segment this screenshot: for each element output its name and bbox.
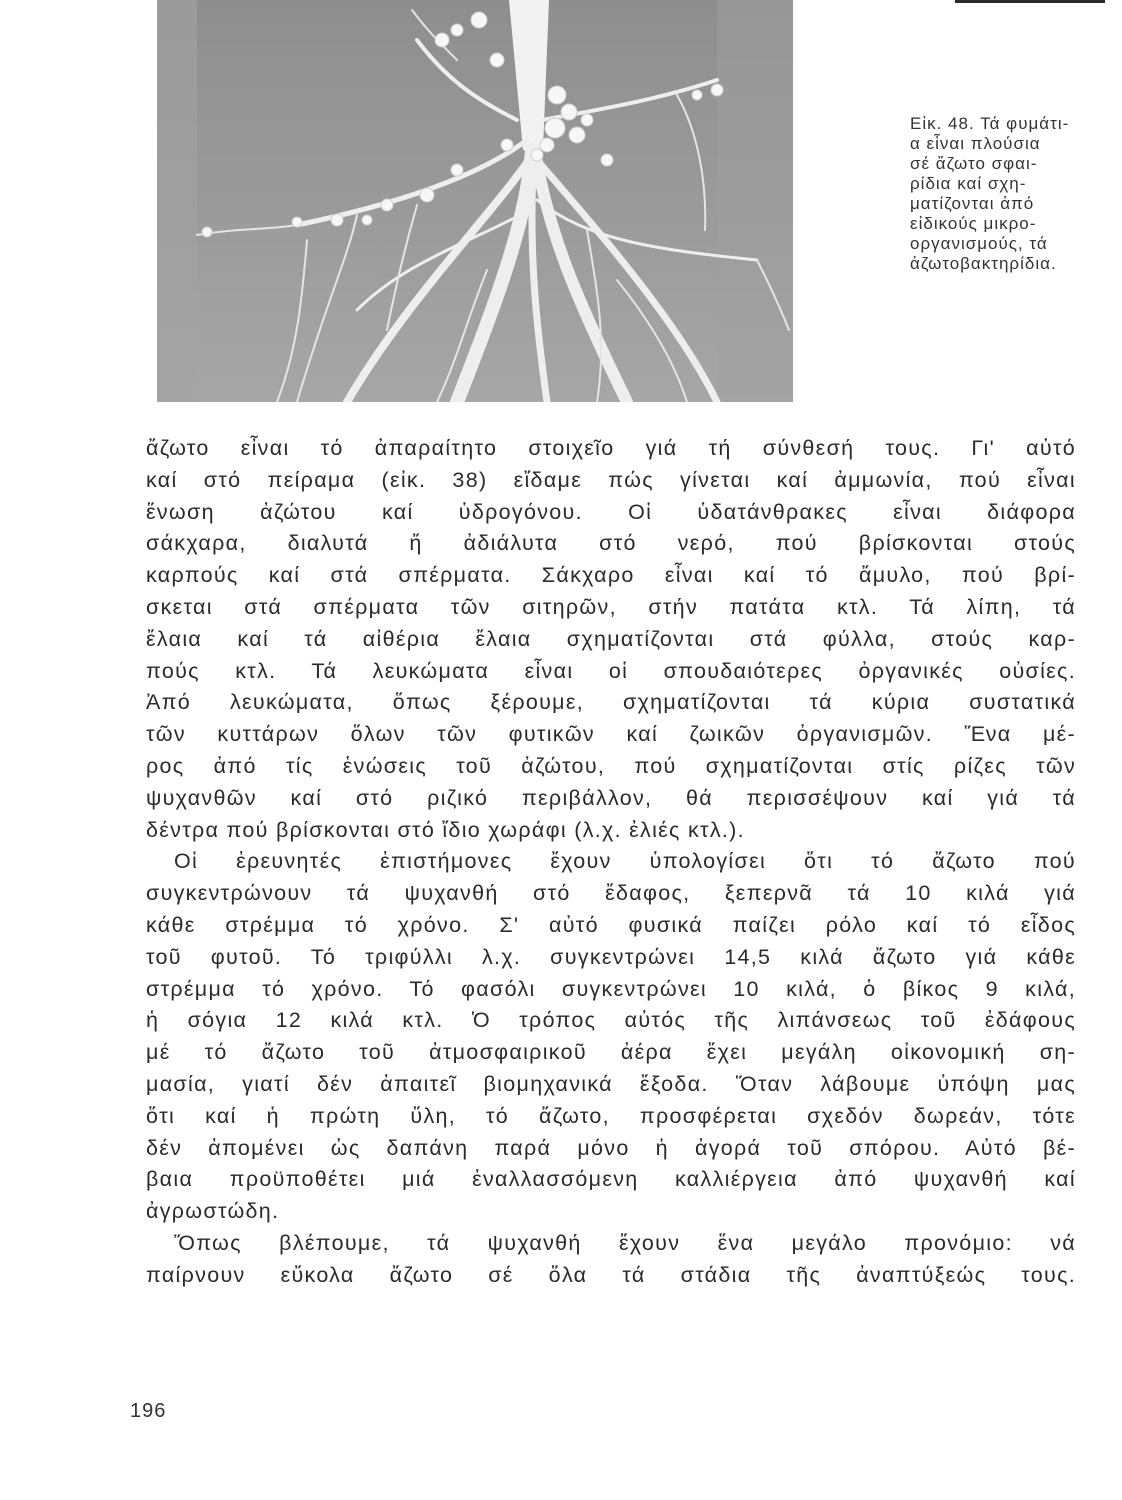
text-line: καρπούς καί στά σπέρματα. Σάκχαρο εἶναι καί τό ἄμυλο, πού βρί- xyxy=(146,563,1076,588)
text-line: ρος ἀπό τίς ἑνώσεις τοῦ ἀζώτου, πού σχηματίζονται στίς ρίζες τῶν xyxy=(146,753,1076,778)
caption-line: σέ ἄζωτο σφαι- xyxy=(910,154,1038,173)
text-line: πούς κτλ. Τά λευκώματα εἶναι οἱ σπουδαιότερες ὀργανικές οὐσίες. xyxy=(146,658,1076,683)
caption-line: εἰδικούς μικρο- xyxy=(910,214,1037,233)
text-line: κάθε στρέμμα τό χρόνο. Σ' αὐτό φυσικά παίζει ρόλο καί τό εἶδος xyxy=(146,912,1076,937)
text-line: ἕνωση ἀζώτου καί ὑδρογόνου. Οἱ ὑδατάνθρακες εἶναι διάφορα xyxy=(146,499,1076,524)
text-line: ψυχανθῶν καί στό ριζικό περιβάλλον, θά περισσέψουν καί γιά τά xyxy=(146,785,1076,810)
text-line: καί στό πείραμα (εἰκ. 38) εἴδαμε πώς γίνεται καί ἀμμωνία, πού εἶναι xyxy=(146,467,1076,492)
text-line: ἔλαια καί τά αἰθέρια ἔλαια σχηματίζονται στά φύλλα, στούς καρ- xyxy=(146,626,1076,651)
page-number: 196 xyxy=(130,1400,167,1422)
body-text xyxy=(146,433,1076,1292)
caption-line: ματίζονται ἀπό xyxy=(910,194,1035,213)
paragraph-1 xyxy=(146,433,1076,846)
caption-line: ρίδια καί σχη- xyxy=(910,174,1027,193)
text-line: στρέμμα τό χρόνο. Τό φασόλι συγκεντρώνει 10 κιλά, ὁ βίκος 9 κιλά, xyxy=(146,976,1076,1001)
text-line: βαια προϋποθέτει μιά ἐναλλασσόμενη καλλιέργεια ἀπό ψυχανθή καί xyxy=(146,1167,1076,1192)
paragraph-3 xyxy=(146,1228,1076,1292)
text-line: μασία, γιατί δέν ἀπαιτεῖ βιομηχανικά ἔξοδα. Ὅταν λάβουμε ὑπόψη μας xyxy=(146,1071,1076,1096)
caption-line: οργανισμούς, τά xyxy=(910,234,1048,253)
text-line: ἡ σόγια 12 κιλά κτλ. Ὁ τρόπος αὐτός τῆς λιπάνσεως τοῦ ἐδάφους xyxy=(146,1008,1076,1033)
text-line: Ὅπως βλέπουμε, τά ψυχανθή ἔχουν ἕνα μεγάλο προνόμιο: νά xyxy=(174,1230,1076,1255)
text-line: Οἱ ἐρευνητές ἐπιστήμονες ἔχουν ὑπολογίσει ὅτι τό ἄζωτο πού xyxy=(174,849,1076,874)
text-line: ὅτι καί ἡ πρώτη ὕλη, τό ἄζωτο, προσφέρεται σχεδόν δωρεάν, τότε xyxy=(146,1103,1076,1128)
paragraph-2 xyxy=(146,846,1076,1228)
figure-caption xyxy=(910,114,1110,274)
text-line: Ἀπό λευκώματα, ὅπως ξέρουμε, σχηματίζονται τά κύρια συστατικά xyxy=(146,690,1076,715)
text-line: τοῦ φυτοῦ. Τό τριφύλλι λ.χ. συγκεντρώνει 14,5 κιλά ἄζωτο γιά κάθε xyxy=(146,944,1076,969)
text-line: παίρνουν εὔκολα ἄζωτο σέ ὅλα τά στάδια τῆς ἀναπτύξεώς τους. xyxy=(146,1262,1076,1287)
text-line: δέν ἀπομένει ὡς δαπάνη παρά μόνο ἡ ἀγορά τοῦ σπόρου. Αὐτό βέ- xyxy=(146,1135,1076,1160)
text-line: μέ τό ἄζωτο τοῦ ἀτμοσφαιρικοῦ ἀέρα ἔχει μεγάλη οἰκονομική ση- xyxy=(146,1040,1076,1065)
text-line: ἄζωτο εἶναι τό ἀπαραίτητο στοιχεῖο γιά τή σύνθεσή τους. Γι' αὐτό xyxy=(146,436,1076,460)
root-nodules-photo xyxy=(157,0,793,402)
text-line: τῶν κυττάρων ὅλων τῶν φυτικῶν καί ζωικῶν ὀργανισμῶν. Ἕνα μέ- xyxy=(146,722,1076,747)
top-rule xyxy=(955,0,1105,3)
text-line: συγκεντρώνουν τά ψυχανθή στό ἔδαφος, ξεπερνᾶ τά 10 κιλά γιά xyxy=(146,881,1076,906)
text-line: ἀγρωστώδη. xyxy=(146,1199,280,1224)
text-line: σάκχαρα, διαλυτά ἤ ἀδιάλυτα στό νερό, πού βρίσκονται στούς xyxy=(146,531,1076,556)
caption-line: ἀζωτοβακτηρίδια. xyxy=(910,254,1057,273)
text-line: δέντρα πού βρίσκονται στό ἴδιο χωράφι (λ.χ. ἐλιές κτλ.). xyxy=(146,817,745,842)
caption-line: α εἶναι πλούσια xyxy=(910,134,1041,153)
caption-line: Εἰκ. 48. Τά φυμάτι- xyxy=(910,114,1070,133)
text-line: σκεται στά σπέρματα τῶν σιτηρῶν, στήν πατάτα κτλ. Τά λίπη, τά xyxy=(146,594,1076,619)
